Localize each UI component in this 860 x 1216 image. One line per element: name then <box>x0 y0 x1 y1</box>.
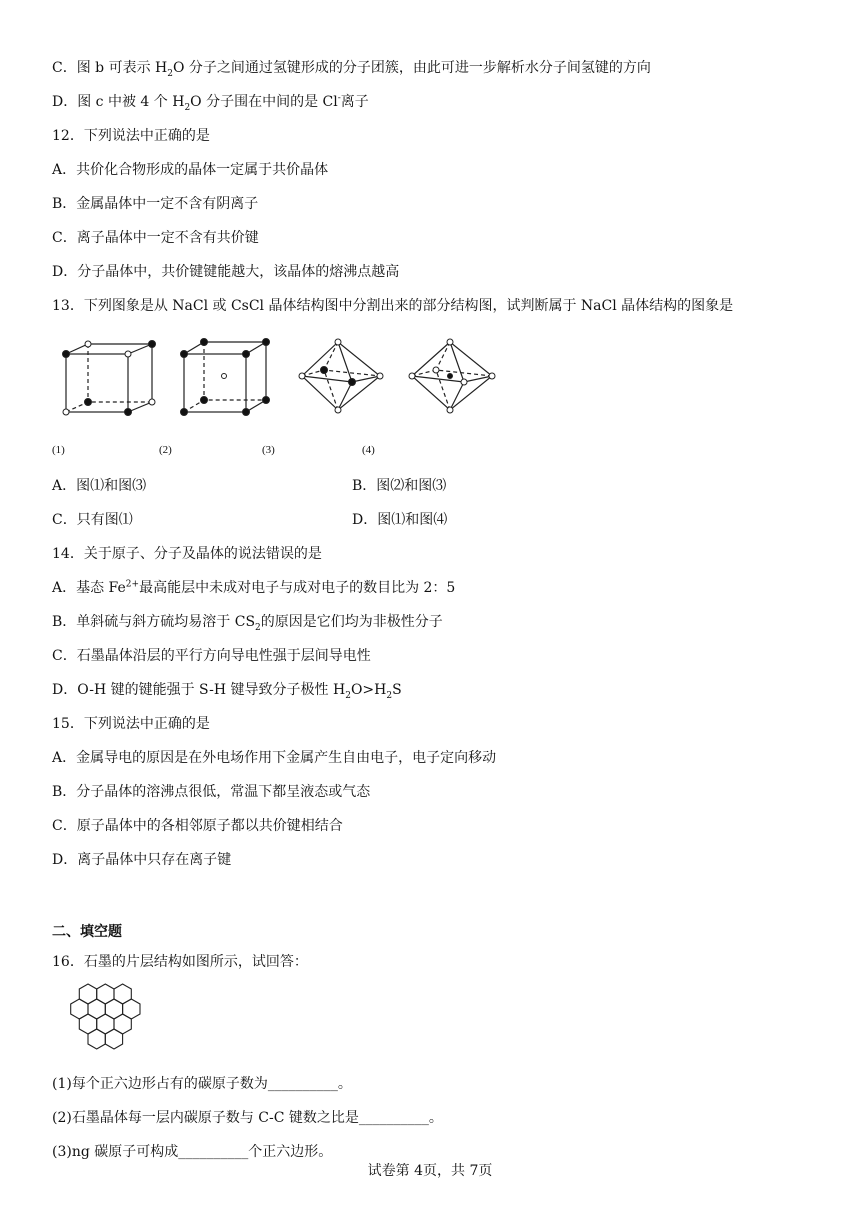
q12-stem: 12．下列说法中正确的是 <box>52 128 210 144</box>
hexagon-ring <box>88 1029 105 1049</box>
q14-option-c: C．石墨晶体沿层的平行方向导电性强于层间导电性 <box>52 648 371 664</box>
q14-option-a: A．基态 $Fe^{2+}$最高能层中未成对电子与成对电子的数目比为 2：5 <box>52 579 456 596</box>
figure-3-octahedron <box>302 342 380 410</box>
q11-option-d: D．图 c 中被 4 个 $H_2O$ 分子围在中间的是 Cl-离子 <box>52 93 369 113</box>
q15-option-b: B．分子晶体的溶沸点很低，常温下都呈液态或气态 <box>52 784 371 800</box>
q13-option-a: A．图⑴和图⑶ <box>52 478 147 494</box>
page-footer: 试卷第 4页，共 7页 <box>367 1163 493 1179</box>
q14-option-d: D．O-H 键的键能强于 S-H 键导致分子极性 $H_2O>H_2S$ <box>52 682 402 701</box>
q16-part-1: (1)每个正六边形占有的碳原子数为__________。 <box>52 1076 352 1092</box>
figure-caption-3: (3) <box>262 444 275 456</box>
q15-option-c: C．原子晶体中的各相邻原子都以共价键相结合 <box>52 818 343 834</box>
q13-stem: 13．下列图象是从 NaCl 或 CsCl 晶体结构图中分割出来的部分结构图，试判断属于 NaCl 晶体结构的图象是 <box>52 298 734 314</box>
figure-caption-2: (2) <box>159 444 172 456</box>
q15-option-a: A．金属导电的原因是在外电场作用下金属产生自由电子，电子定向移动 <box>52 750 497 766</box>
q16-part-2: (2)石墨晶体每一层内碳原子数与 C-C 键数之比是__________。 <box>52 1110 443 1126</box>
q14-option-b: B．单斜硫与斜方硫均易溶于 $CS_2$的原因是它们均为非极性分子 <box>52 614 443 633</box>
section-title: 二、填空题 <box>52 924 122 940</box>
q12-option-c: C．离子晶体中一定不含有共价键 <box>52 230 259 246</box>
graphite-layer-figure <box>56 978 156 1062</box>
q15-stem: 15．下列说法中正确的是 <box>52 716 210 732</box>
q13-option-b: B．图⑵和图⑶ <box>352 478 447 494</box>
q16-stem: 16．石墨的片层结构如图所示，试回答： <box>52 954 308 970</box>
figure-caption-1: (1) <box>52 444 65 456</box>
figure-1-cube <box>66 344 152 412</box>
q11-option-c: C．图 b 可表示 $H_2O$ 分子之间通过氢键形成的分子团簇，由此可进一步解析水分子间氢键的方向 <box>52 60 651 79</box>
q14-stem: 14．关于原子、分子及晶体的说法错误的是 <box>52 546 322 562</box>
q15-option-d: D．离子晶体中只存在离子键 <box>52 852 232 868</box>
q13-option-c: C．只有图⑴ <box>52 512 133 528</box>
q12-option-a: A．共价化合物形成的晶体一定属于共价晶体 <box>52 162 329 178</box>
q13-option-d: D．图⑴和图⑷ <box>352 512 448 528</box>
figure-caption-4: (4) <box>362 444 375 456</box>
q16-part-3: (3)ng 碳原子可构成__________个正六边形。 <box>52 1144 333 1160</box>
q12-option-b: B．金属晶体中一定不含有阴离子 <box>52 196 259 212</box>
hexagon-ring <box>105 1029 122 1049</box>
crystal-figures <box>52 330 512 430</box>
q12-option-d: D．分子晶体中，共价键键能越大，该晶体的熔沸点越高 <box>52 264 400 280</box>
